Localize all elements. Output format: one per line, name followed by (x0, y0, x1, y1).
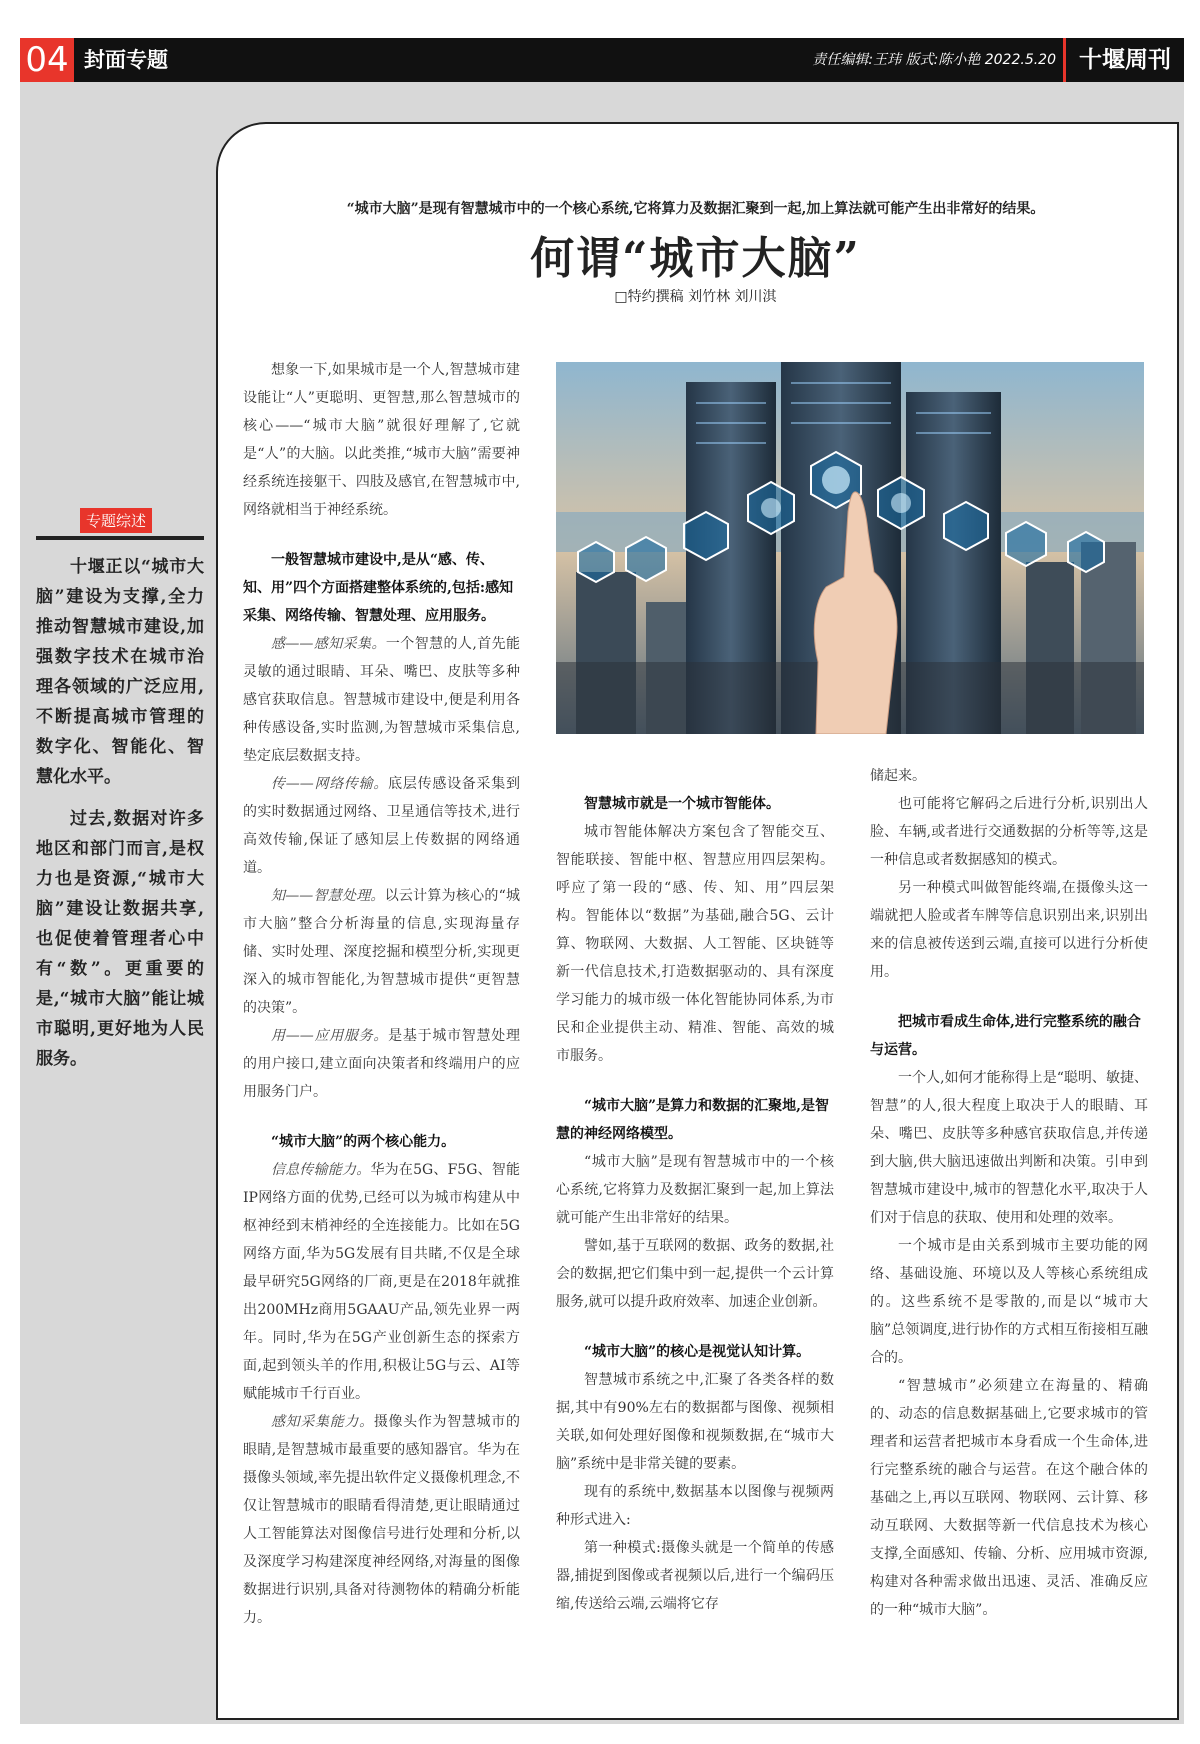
editor-credits: 责任编辑:王玮 版式:陈小艳 2022.5.20 (812, 52, 1056, 68)
subheading: 智慧城市就是一个城市智能体。 (584, 796, 780, 812)
paragraph (243, 770, 520, 882)
section-title: 封面专题 (84, 48, 168, 72)
sidebar-summary (36, 506, 204, 1074)
paragraph-text: 是基于城市智慧处理的用户接口,建立面向决策者和终端用户的应用服务门户。 (243, 1028, 521, 1100)
paragraph-text: 华为在5G、F5G、智能IP网络方面的优势,已经可以为城市构建从中枢神经到末梢神经的全连接能力。比如在5G网络方面,华为5G发展有目共睹,不仅是全球最早研究5G网络的厂商,更是在2018年就推出200MHz商用5GAAU产品,领先业界一两年。同时,华为在5G产业创新生态的探索方面,起到领头羊的作用,积极让5G与云、AI等赋能城市千行百业。 (243, 1162, 520, 1402)
article-column-2 (556, 790, 834, 1618)
inline-label: 用——应用服务。 (271, 1028, 389, 1044)
sidebar-paragraph: 十堰正以“城市大脑”建设为支撑,全力推动智慧城市建设,加强数字技术在城市治理各领域的广泛应用,不断提高城市管理的数字化、智能化、智慧化水平。 (36, 557, 204, 787)
paragraph: 也可能将它解码之后进行分析,识别出人脸、车辆,或者进行交通数据的分析等等,这是一种信息或者数据感知的模式。 (870, 796, 1148, 868)
paragraph-text: 一个智慧的人,首先能灵敏的通过眼睛、耳朵、嘴巴、皮肤等多种感官获取信息。智慧城市建设中,便是利用各种传感设备,实时监测,为智慧城市采集信息,垫定底层数据支持。 (243, 636, 521, 764)
paragraph: 智慧城市系统之中,汇聚了各类各样的数据,其中有90%左右的数据都与图像、视频相关联,如何处理好图像和视频数据,在“城市大脑”系统中是非常关键的要素。 (556, 1372, 834, 1472)
article-column-1 (243, 356, 520, 1632)
paragraph (243, 1022, 520, 1106)
city-brain-photo (556, 362, 1144, 734)
subheading: “城市大脑”的两个核心能力。 (271, 1134, 456, 1150)
subheading: 一般智慧城市建设中,是从“感、传、知、用”四个方面搭建整体系统的,包括:感知采集、网络传输、智慧处理、应用服务。 (243, 552, 514, 624)
inline-label: 知——智慧处理。 (271, 888, 385, 904)
article-title: 何谓“城市大脑” (530, 233, 861, 284)
page-header (20, 38, 1184, 82)
sidebar-tag: 专题综述 (80, 508, 152, 533)
article-column-3 (870, 762, 1148, 1624)
sidebar-paragraph: 过去,数据对许多地区和部门而言,是权力也是资源,“城市大脑”建设让数据共享,也促使着管理者心中有“数”。更重要的是,“城市大脑”能让城市聪明,更好地为人民服务。 (36, 809, 204, 1069)
paragraph: 城市智能体解决方案包含了智能交互、智能联接、智能中枢、智慧应用四层架构。呼应了第一段的“感、传、知、用”四层架构。智能体以“数据”为基础,融合5G、云计算、物联网、大数据、人工智能、区块链等新一代信息技术,打造数据驱动的、具有深度学习能力的城市级一体化智能协同体系,为市民和企业提供主动、精准、智能、高效的城市服务。 (556, 824, 834, 1064)
inline-label: 感——感知采集。 (271, 636, 386, 652)
subheading: “城市大脑”的核心是视觉认知计算。 (584, 1344, 811, 1360)
paragraph: “城市大脑”是现有智慧城市中的一个核心系统,它将算力及数据汇聚到一起,加上算法就可能产生出非常好的结果。 (556, 1154, 834, 1226)
publication-logo: 十堰周刊 (1063, 38, 1184, 82)
paragraph (243, 630, 520, 770)
paragraph (243, 1156, 520, 1408)
paragraph: 想象一下,如果城市是一个人,智慧城市建设能让“人”更聪明、更智慧,那么智慧城市的核心——“城市大脑”就很好理解了,它就是“人”的大脑。以此类推,“城市大脑”需要神经系统连接躯干、四肢及感官,在智慧城市中,网络就相当于神经系统。 (243, 362, 520, 518)
paragraph-text: 底层传感设备采集到的实时数据通过网络、卫星通信等技术,进行高效传输,保证了感知层上传数据的网络通道。 (243, 776, 521, 876)
paragraph: 现有的系统中,数据基本以图像与视频两种形式进入: (556, 1484, 834, 1528)
paragraph-text: 摄像头作为智慧城市的眼睛,是智慧城市最重要的感知器官。华为在摄像头领域,率先提出软件定义摄像机理念,不仅让智慧城市的眼睛看得清楚,更让眼睛通过人工智能算法对图像信号进行处理和分析,以及深度学习构建深度神经网络,对海量的图像数据进行识别,具备对待测物体的精确分析能力。 (243, 1414, 520, 1626)
inline-label: 感知采集能力。 (271, 1414, 374, 1430)
paragraph (243, 882, 520, 1022)
article-byline: □特约撰稿 刘竹林 刘川淇 (614, 289, 777, 305)
article-lead: “城市大脑”是现有智慧城市中的一个核心系统,它将算力及数据汇聚到一起,加上算法就可能产生出非常好的结果。 (346, 201, 1045, 217)
paragraph-continued: 储起来。 (870, 768, 926, 784)
sidebar-tag-bar (36, 506, 204, 540)
paragraph (243, 1408, 520, 1632)
inline-label: 传——网络传输。 (271, 776, 389, 792)
paragraph: 一个城市是由关系到城市主要功能的网络、基础设施、环境以及人等核心系统组成的。这些系统不是零散的,而是以“城市大脑”总领调度,进行协作的方式相互衔接相互融合的。 (870, 1238, 1148, 1366)
paragraph-text: 以云计算为核心的“城市大脑”整合分析海量的信息,实现海量存储、实时处理、深度挖掘和模型分析,实现更深入的城市智能化,为智慧城市提供“更智慧的决策”。 (243, 888, 520, 1016)
subheading: “城市大脑”是算力和数据的汇聚地,是智慧的神经网络模型。 (556, 1098, 829, 1142)
paragraph: “智慧城市”必须建立在海量的、精确的、动态的信息数据基础上,它要求城市的管理者和运营者把城市本身看成一个生命体,进行完整系统的融合与运营。在这个融合体的基础之上,再以互联网、物联网、云计算、移动互联网、大数据等新一代信息技术为核心支撑,全面感知、传输、分析、应用城市资源,构建对各种需求做出迅速、灵活、准确反应的一种“城市大脑”。 (870, 1378, 1148, 1618)
paragraph: 譬如,基于互联网的数据、政务的数据,社会的数据,把它们集中到一起,提供一个云计算服务,就可以提升政府效率、加速企业创新。 (556, 1238, 834, 1310)
subheading: 把城市看成生命体,进行完整系统的融合与运营。 (870, 1014, 1141, 1058)
inline-label: 信息传输能力。 (271, 1162, 371, 1178)
paragraph: 另一种模式叫做智能终端,在摄像头这一端就把人脸或者车牌等信息识别出来,识别出来的信息被传送到云端,直接可以进行分析使用。 (870, 880, 1148, 980)
page-number: 04 (20, 38, 74, 82)
paragraph: 一个人,如何才能称得上是“聪明、敏捷、智慧”的人,很大程度上取决于人的眼睛、耳朵、嘴巴、皮肤等多种感官获取信息,并传递到大脑,供大脑迅速做出判断和决策。引申到智慧城市建设中,城市的智慧化水平,取决于人们对于信息的获取、使用和处理的效率。 (870, 1070, 1148, 1226)
paragraph: 第一种模式:摄像头就是一个简单的传感器,捕捉到图像或者视频以后,进行一个编码压缩,传送给云端,云端将它存 (556, 1540, 834, 1612)
smart-city-illustration (556, 362, 1144, 734)
